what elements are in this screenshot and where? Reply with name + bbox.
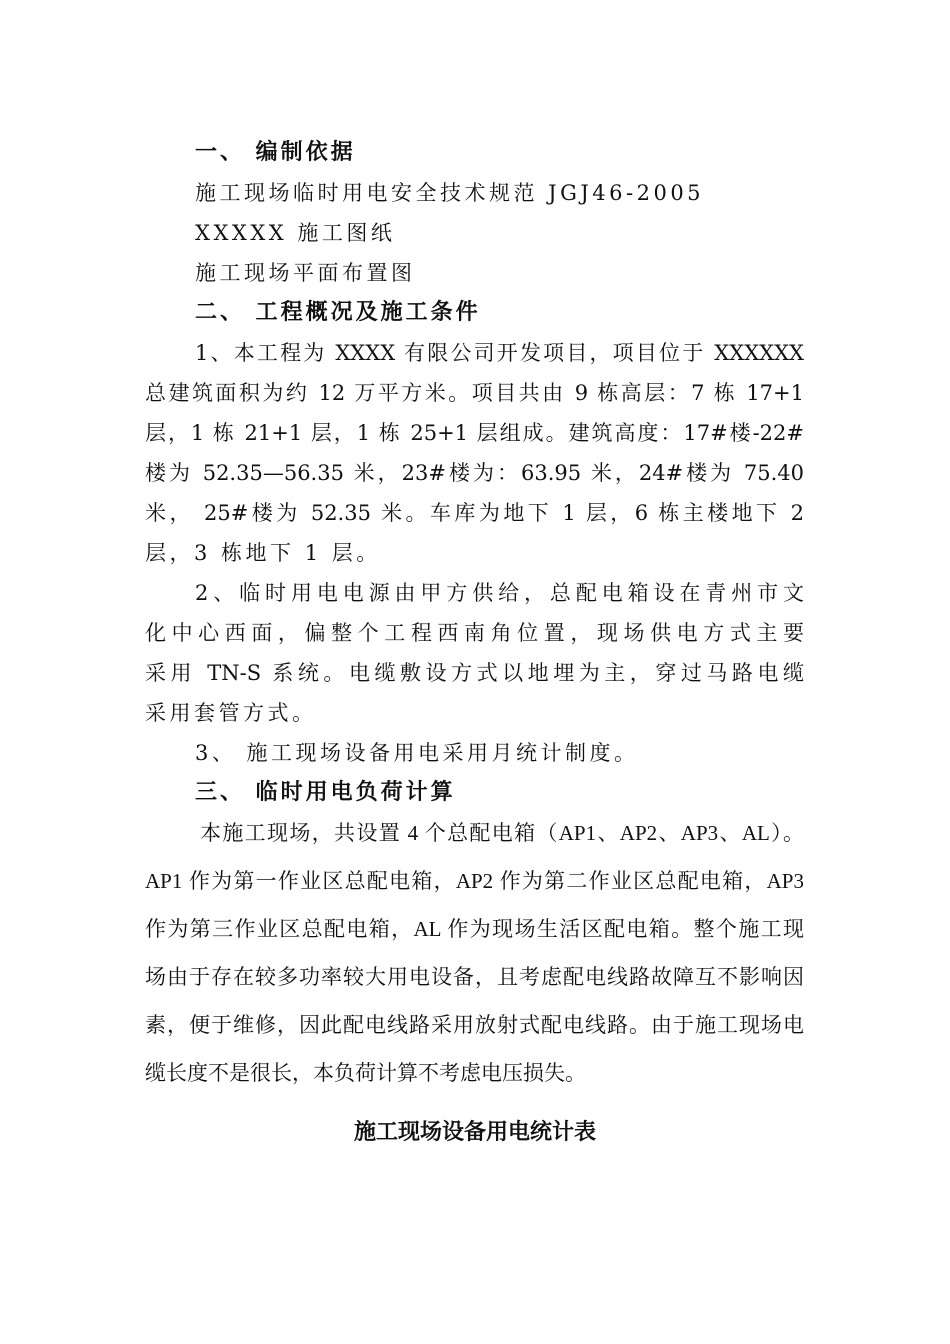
overview-line: 总建筑面积为约 12 万平方米。项目共由 9 栋高层：7 栋 17+1: [145, 381, 804, 405]
power-line: 2、临时用电电源由甲方供给，总配电箱设在青州市文: [195, 581, 804, 605]
overview-line: 楼为 52.35—56.35 米，23#楼为：63.95 米，24#楼为 75.40: [145, 461, 804, 485]
overview-line: 层，3 栋地下 1 层。: [145, 541, 381, 565]
overview-line: 层，1 栋 21+1 层，1 栋 25+1 层组成。建筑高度：17#楼-22#: [145, 421, 804, 445]
basis-item: XXXXX 施工图纸: [195, 221, 396, 245]
load-calc-line: 作为第三作业区总配电箱，AL 作为现场生活区配电箱。整个施工现: [145, 917, 804, 941]
power-line: 化中心西面，偏整个工程西南角位置，现场供电方式主要: [145, 621, 804, 645]
basis-item: 施工现场平面布置图: [195, 261, 416, 285]
statistics-line: 3、 施工现场设备用电采用月统计制度。: [195, 741, 639, 765]
load-calc-line: 场由于存在较多功率较大用电设备，且考虑配电线路故障互不影响因: [145, 965, 804, 989]
load-calc-line: AP1 作为第一作业区总配电箱，AP2 作为第二作业区总配电箱，AP3: [145, 869, 804, 893]
load-calc-line: 本施工现场，共设置 4 个总配电箱（AP1、AP2、AP3、AL）。: [200, 821, 804, 845]
power-line: 采用套管方式。: [145, 701, 317, 725]
section3-heading: 三、 临时用电负荷计算: [195, 780, 456, 805]
section1-heading: 一、 编制依据: [195, 140, 356, 165]
section2-heading: 二、 工程概况及施工条件: [195, 300, 481, 325]
load-calc-line: 缆长度不是很长，本负荷计算不考虑电压损失。: [145, 1061, 586, 1085]
load-calc-line: 素，便于维修，因此配电线路采用放射式配电线路。由于施工现场电: [145, 1013, 804, 1037]
overview-line: 米， 25#楼为 52.35 米。车库为地下 1 层，6 栋主楼地下 2: [145, 501, 804, 525]
basis-item: 施工现场临时用电安全技术规范 JGJ46-2005: [195, 181, 705, 205]
power-line: 采用 TN-S 系统。电缆敷设方式以地埋为主，穿过马路电缆: [145, 661, 804, 685]
table-caption: 施工现场设备用电统计表: [353, 1120, 596, 1145]
overview-line: 1、本工程为 XXXX 有限公司开发项目，项目位于 XXXXXX: [195, 341, 804, 365]
